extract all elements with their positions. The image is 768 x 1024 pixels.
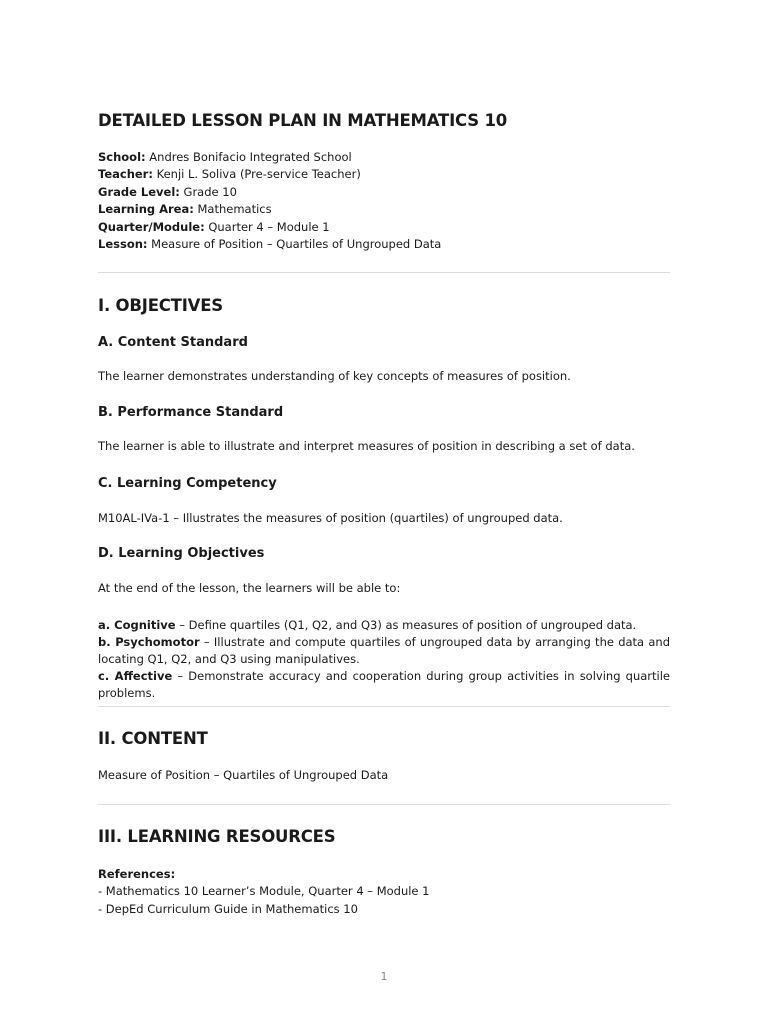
page-number: 1 — [380, 970, 388, 983]
info-lesson — [98, 236, 441, 253]
learning-competency-text: M10AL-IVa-1 – Illustrates the measures of position (quartiles) of ungrouped data. — [98, 511, 563, 525]
objective-text: – Illustrate and compute quartiles of ungrouped data by arranging the data and locating Q1, Q2, and Q3 using manipulatives. — [98, 635, 670, 666]
info-value: Quarter 4 – Module 1 — [208, 219, 330, 234]
performance-standard-heading: B. Performance Standard — [98, 405, 284, 420]
info-value: Mathematics — [197, 202, 272, 217]
objective-label: a. Cognitive — [98, 618, 176, 632]
info-value: Measure of Position – Quartiles of Ungrouped Data — [151, 237, 442, 252]
content-standard-heading: A. Content Standard — [98, 335, 248, 350]
info-label: Grade Level: — [98, 184, 180, 199]
objective-label: c. Affective — [98, 669, 173, 683]
info-label: Learning Area: — [98, 202, 194, 217]
objective-text: – Define quartiles (Q1, Q2, and Q3) as measures of position of ungrouped data. — [175, 618, 637, 632]
objective-psychomotor — [98, 634, 670, 668]
performance-standard-text: The learner is able to illustrate and interpret measures of position in describing a set of data. — [98, 439, 635, 453]
learning-objectives-heading: D. Learning Objectives — [98, 546, 265, 561]
info-value: Grade 10 — [183, 184, 237, 199]
document-title: DETAILED LESSON PLAN IN MATHEMATICS 10 — [98, 111, 508, 130]
content-text: Measure of Position – Quartiles of Ungrouped Data — [98, 768, 389, 782]
info-label: School: — [98, 150, 146, 164]
lesson-info — [98, 149, 441, 253]
objective-label: b. Psychomotor — [98, 635, 200, 649]
content-heading: II. CONTENT — [98, 729, 208, 748]
references-label: References: — [98, 867, 176, 881]
learning-resources-heading: III. LEARNING RESOURCES — [98, 827, 336, 846]
info-quarter-module — [98, 219, 441, 236]
objective-affective — [98, 668, 670, 702]
learning-objectives-list — [98, 617, 670, 702]
learning-competency-heading: C. Learning Competency — [98, 476, 277, 491]
objective-text: – Demonstrate accuracy and cooperation during group activities in solving quartile problems. — [98, 669, 670, 700]
objective-cognitive — [98, 617, 670, 634]
info-teacher — [98, 166, 441, 183]
objectives-heading: I. OBJECTIVES — [98, 296, 223, 315]
info-grade-level — [98, 184, 441, 201]
reference-item: - DepEd Curriculum Guide in Mathematics 10 — [98, 901, 358, 916]
learning-objectives-intro: At the end of the lesson, the learners will be able to: — [98, 581, 401, 595]
info-label: Quarter/Module: — [98, 219, 205, 234]
info-label: Lesson: — [98, 237, 148, 252]
info-learning-area — [98, 201, 441, 218]
info-school — [98, 149, 441, 166]
info-value: Kenji L. Soliva (Pre-service Teacher) — [156, 167, 361, 182]
reference-item: - Mathematics 10 Learner’s Module, Quarter 4 – Module 1 — [98, 884, 430, 899]
references-block — [98, 866, 429, 918]
section-divider — [98, 804, 670, 805]
info-value: Andres Bonifacio Integrated School — [149, 150, 352, 164]
content-standard-text: The learner demonstrates understanding of key concepts of measures of position. — [98, 369, 571, 383]
section-divider — [98, 272, 670, 273]
info-label: Teacher: — [98, 167, 153, 182]
section-divider — [98, 706, 670, 707]
